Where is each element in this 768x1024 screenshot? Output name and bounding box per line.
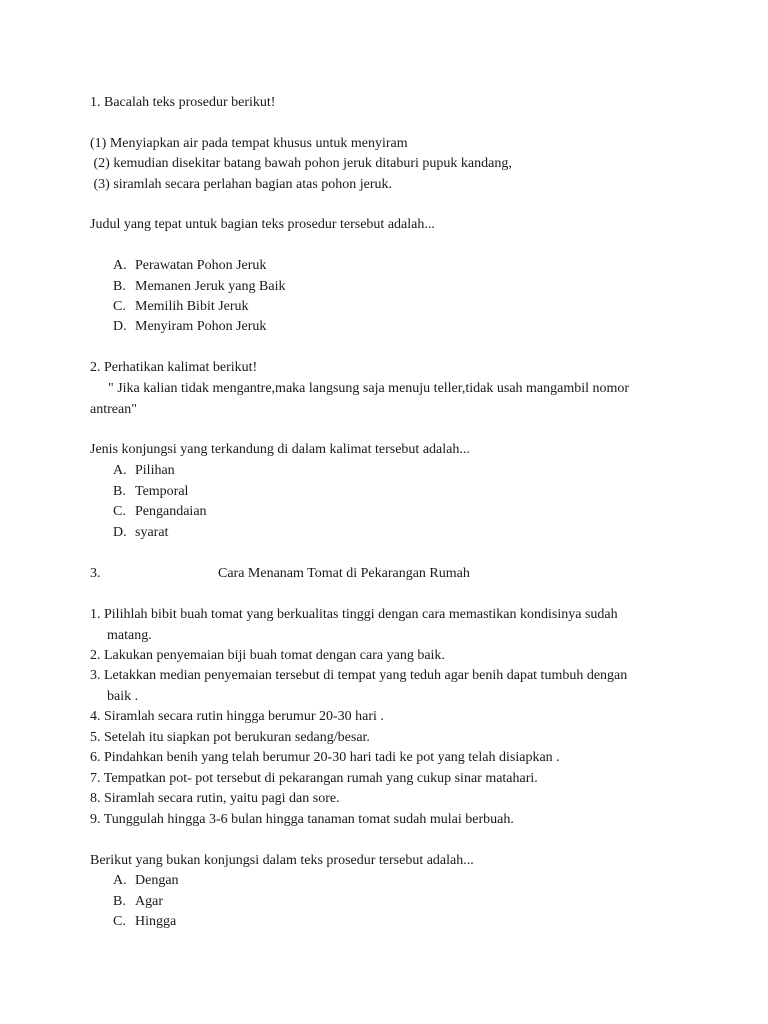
option-letter: A. [113,873,127,888]
q3-number: 3. [90,566,101,581]
option-letter: D. [113,525,127,540]
option-text: Hingga [135,914,177,929]
option-letter: C. [113,504,126,519]
option-text: Memilih Bibit Jeruk [135,299,249,314]
q3-step-2: 2. Lakukan penyemaian biji buah tomat dengan cara yang baik. [90,648,445,663]
option-letter: C. [113,914,126,929]
q3-step-4: 4. Siramlah secara rutin hingga berumur 20-30 hari . [90,709,384,724]
option-text: Memanen Jeruk yang Baik [135,279,286,294]
q1-step-1: (1) Menyiapkan air pada tempat khusus untuk menyiram [90,136,408,151]
q3-title: Cara Menanam Tomat di Pekarangan Rumah [218,566,470,581]
option-letter: D. [113,319,127,334]
q2-question: Jenis konjungsi yang terkandung di dalam kalimat tersebut adalah... [90,442,470,457]
q2-quote-line-1: " Jika kalian tidak mengantre,maka langsung saja menuju teller,tidak usah mangambil nomor [108,381,630,396]
option-text: Temporal [135,484,189,499]
q3-step-1: 1. Pilihlah bibit buah tomat yang berkualitas tinggi dengan cara memastikan kondisinya sudah [90,607,618,622]
option-text: syarat [135,525,169,540]
q3-step-1-cont: matang. [107,628,152,643]
option-letter: C. [113,299,126,314]
q3-step-3: 3. Letakkan median penyemaian tersebut di tempat yang teduh agar benih dapat tumbuh dengan [90,668,628,683]
q3-step-7: 7. Tempatkan pot- pot tersebut di pekarangan rumah yang cukup sinar matahari. [90,771,538,786]
q1-step-2: (2) kemudian disekitar batang bawah pohon jeruk ditaburi pupuk kandang, [90,156,512,171]
q3-step-6: 6. Pindahkan benih yang telah berumur 20-30 hari tadi ke pot yang telah disiapkan . [90,750,560,765]
option-letter: A. [113,463,127,478]
q1-question: Judul yang tepat untuk bagian teks prosedur tersebut adalah... [90,217,435,232]
option-text: Dengan [135,873,179,888]
option-text: Menyiram Pohon Jeruk [135,319,267,334]
q2-quote-line-2: antrean" [90,402,137,417]
option-text: Agar [135,894,163,909]
option-letter: B. [113,279,126,294]
option-letter: B. [113,484,126,499]
q1-heading: 1. Bacalah teks prosedur berikut! [90,95,276,110]
option-text: Pengandaian [135,504,207,519]
q3-step-8: 8. Siramlah secara rutin, yaitu pagi dan sore. [90,791,340,806]
q2-heading: 2. Perhatikan kalimat berikut! [90,360,258,375]
option-letter: A. [113,258,127,273]
option-text: Perawatan Pohon Jeruk [135,258,267,273]
option-text: Pilihan [135,463,175,478]
q1-step-3: (3) siramlah secara perlahan bagian atas pohon jeruk. [90,177,393,192]
q3-step-9: 9. Tunggulah hingga 3-6 bulan hingga tanaman tomat sudah mulai berbuah. [90,812,514,827]
q3-step-5: 5. Setelah itu siapkan pot berukuran sedang/besar. [90,730,370,745]
q3-question: Berikut yang bukan konjungsi dalam teks prosedur tersebut adalah... [90,853,474,868]
q3-step-3-cont: baik . [107,689,139,704]
option-letter: B. [113,894,126,909]
